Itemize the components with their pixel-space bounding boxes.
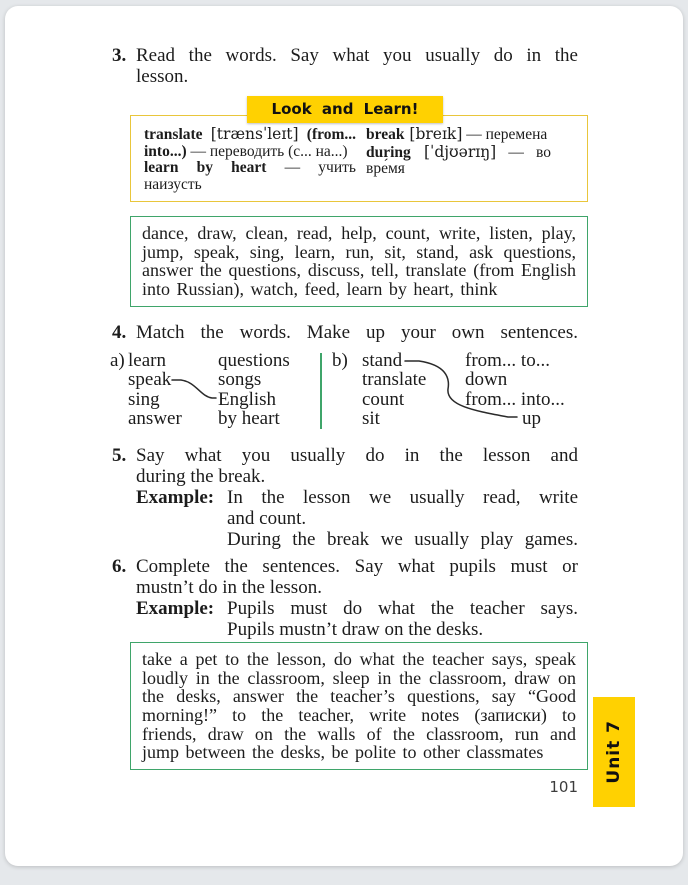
exercise-4 (112, 322, 578, 343)
exercise-3-heading-line-2: lesson. (136, 66, 189, 87)
match-word: down (465, 369, 508, 391)
exercise-3-heading-line-1: Read the words. Say what you usually do in the (136, 45, 578, 66)
match-word: questions (218, 349, 290, 371)
match-word: translate (362, 369, 427, 391)
match-word: by heart (218, 408, 280, 430)
match-group-a (110, 351, 320, 429)
exercise-6-number: 6. (112, 555, 127, 577)
exercise-5 (112, 445, 578, 550)
match-group-a-label: a) (110, 349, 125, 371)
vocabulary-column-left (144, 126, 356, 193)
match-word: from... to... (465, 349, 550, 371)
exercise-3 (112, 45, 578, 87)
vocab-translation: — переводить (с... на...) (186, 142, 348, 160)
example-label: Example: (136, 486, 215, 508)
vocab-transcription: [ˈdjʊərɪŋ] (410, 142, 497, 161)
exercise-4-number: 4. (112, 321, 127, 343)
exercise-6-heading-line-2: mustn’t do in the lesson. (136, 576, 322, 598)
match-a-left-column (128, 351, 218, 429)
example-line: Pupils mustn’t draw on the desks. (227, 618, 484, 640)
vocab-translation: — во вре́мя (366, 143, 551, 177)
vocab-entry-break (366, 126, 551, 144)
match-word: up (522, 408, 541, 430)
vocab-term: break (366, 126, 405, 143)
textbook-page-card (5, 6, 683, 866)
unit-tab (593, 697, 635, 807)
vocab-transcription: [trænsˈleɪt] (202, 125, 307, 143)
example-line: and count. (227, 507, 307, 529)
match-b-left-column (362, 351, 465, 429)
vocab-entry-learn-by-heart (144, 160, 356, 193)
exercise-3-number: 3. (112, 45, 127, 66)
vocab-translation: — перемена (462, 126, 548, 143)
example-line: In the lesson we usually read, write (227, 486, 578, 508)
match-group-b (332, 351, 578, 429)
page-content (5, 6, 683, 796)
example-line: Pupils must do what the teacher says. (227, 597, 578, 619)
exercise-5-heading-line-1: Say what you usually do in the lesson and (136, 444, 578, 466)
vocab-transcription: [breɪk] (404, 125, 463, 143)
exercise-6-example (136, 598, 578, 640)
example-label: Example: (136, 597, 215, 619)
word-list-box: dance, draw, clean, read, help, count, write, listen, play, jump, speak, sing, learn, run, sit, stand, ask questions, answer the questions, discuss, tell, translate (from English into Russian), watch, feed, learn by heart, think (130, 216, 588, 307)
match-b-right-column (465, 351, 565, 429)
match-section (110, 351, 578, 431)
match-divider (320, 353, 322, 429)
vocab-entry-translate (144, 126, 356, 160)
exercise-6-heading-line-1: Complete the sentences. Say what pupils must or (136, 555, 578, 577)
match-word: learn (128, 349, 166, 371)
match-word: count (362, 388, 405, 410)
phrase-list-box: take a pet to the lesson, do what the teacher says, speak loudly in the classroom, sleep in the classroom, draw on the desks, answer the teacher’s questions, say “Good morning!” to the teacher, write notes (записки) to friends, draw on the walls of the classroom, run and jump between the desks, be polite to other classmates (130, 642, 588, 770)
exercise-5-number: 5. (112, 444, 127, 466)
match-group-b-label: b) (332, 349, 348, 371)
match-word: stand (362, 349, 403, 371)
vocabulary-box (130, 115, 588, 202)
match-word: answer (128, 408, 182, 430)
vocab-term: during (366, 143, 411, 161)
page-number: 101 (549, 778, 578, 797)
match-word: speak (128, 369, 172, 391)
match-word: sing (128, 388, 160, 410)
look-and-learn-tab: Look and Learn! (247, 96, 444, 123)
match-word: English (218, 388, 277, 410)
exercise-5-heading-line-2: during the break. (136, 465, 266, 487)
match-word: sit (362, 408, 380, 430)
vocab-term: translate (144, 126, 203, 143)
exercise-6 (112, 556, 578, 640)
vocab-entry-during (366, 144, 551, 178)
example-line: During the break we usually play games. (227, 528, 578, 550)
vocab-term: (from... into...) (144, 126, 356, 160)
vocabulary-column-right (366, 126, 551, 193)
match-a-right-column (218, 351, 290, 429)
match-word: from... into... (465, 388, 565, 410)
vocab-translation: — учить наизусть (144, 159, 356, 193)
exercise-5-example (136, 487, 578, 550)
vocab-term: learn by heart (144, 159, 267, 176)
exercise-4-heading-line-1: Match the words. Make up your own sentences. (136, 321, 578, 343)
unit-tab-label: Unit 7 (604, 720, 624, 784)
match-word: songs (218, 369, 262, 391)
